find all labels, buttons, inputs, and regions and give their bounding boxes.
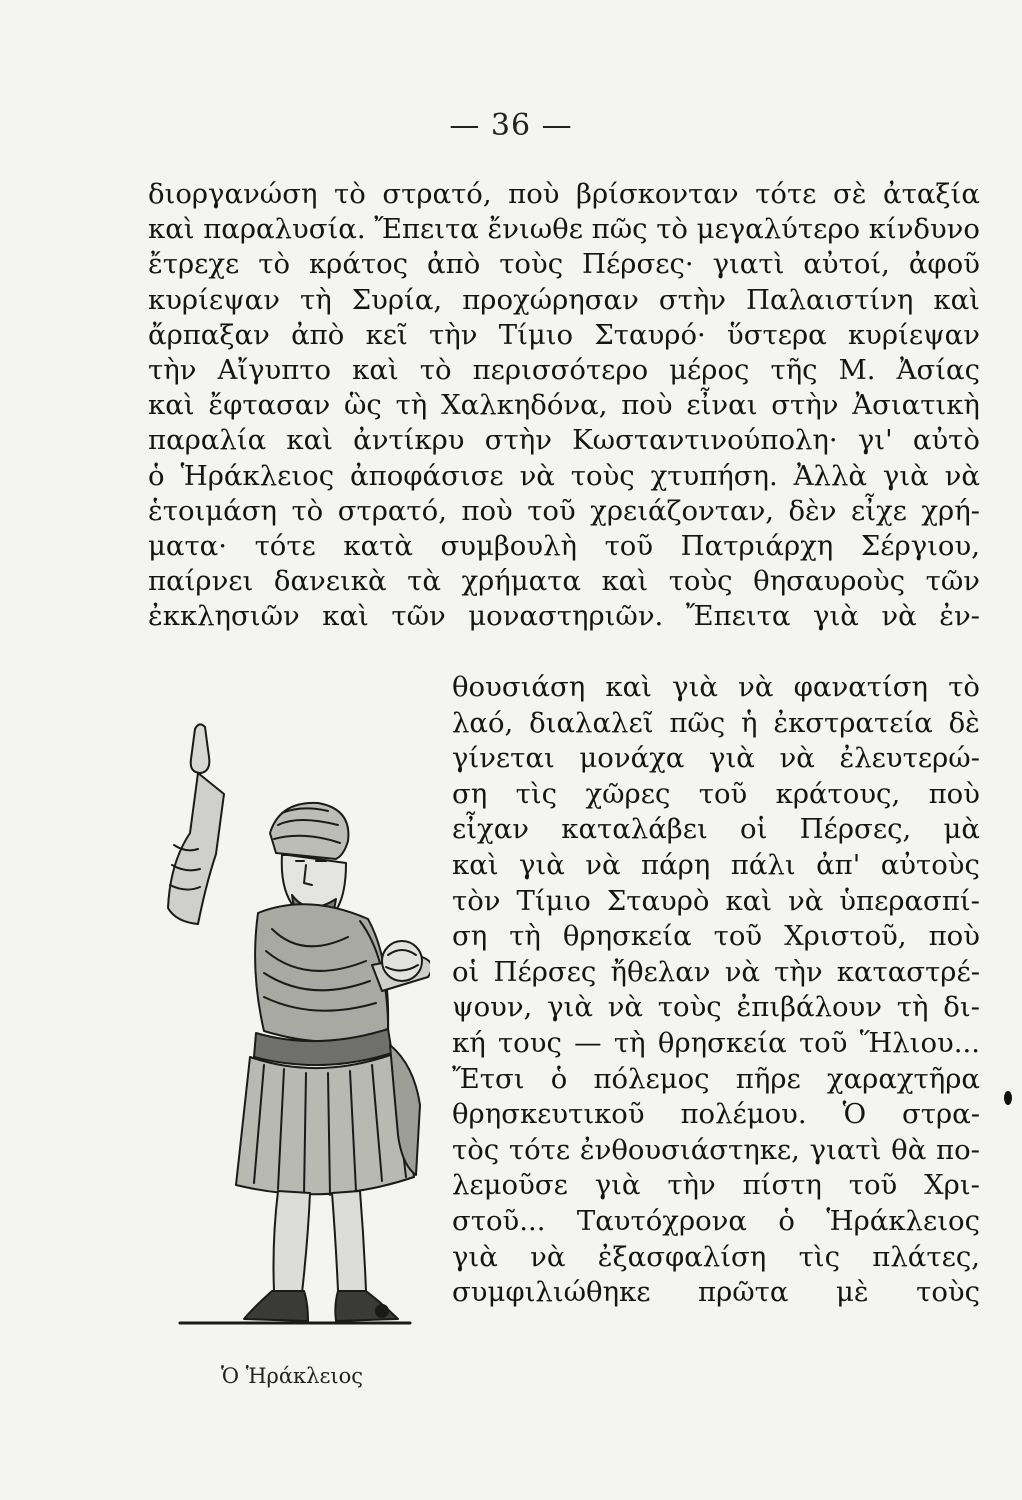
text-line: κυρίεψαν τὴ Συρία, προχώρησαν στὴν Παλαιστίνη καὶ [148, 283, 980, 316]
text-line: ὁ Ἡράκλειος ἀποφάσισε νὰ τοὺς χτυπήση. Ἀλλὰ γιὰ νὰ [148, 459, 980, 492]
text-line: στοῦ... Ταυτόχρονα ὁ Ἡράκλειος [452, 1205, 980, 1237]
text-line: εἶχαν καταλάβει οἱ Πέρσες, μὰ [452, 813, 980, 846]
text-line: τὸν Τίμιο Σταυρὸ καὶ νὰ ὑπερασπί- [452, 884, 980, 917]
text-line: λεμοῦσε γιὰ τὴν πίστη τοῦ Χρι- [452, 1169, 980, 1202]
text-line: Ἔτσι ὁ πόλεμος πῆρε χαραχτῆρα [452, 1062, 980, 1095]
text-line: λαό, διαλαλεῖ πῶς ἡ ἐκστρατεία δὲ [452, 706, 980, 739]
text-line: ἑτοιμάση τὸ στρατό, ποὺ τοῦ χρειάζονταν, δὲν εἶχε χρή- [148, 494, 980, 527]
text-line: ἐκκλησιῶν καὶ τῶν μοναστηριῶν. Ἔπειτα γιὰ νὰ ἐν- [148, 600, 980, 633]
text-line: γίνεται μονάχα γιὰ νὰ ἐλευτερώ- [452, 742, 980, 775]
text-line: κή τους — τὴ θρησκεία τοῦ Ἥλιου... [452, 1027, 980, 1059]
text-line: καὶ ἔφτασαν ὣς τὴ Χαλκηδόνα, ποὺ εἶναι στὴν Ἀσιατικὴ [148, 389, 980, 422]
text-line: καὶ γιὰ νὰ πάρη πάλι ἀπ' αὐτοὺς [452, 849, 980, 881]
text-line: τὴν Αἴγυπτο καὶ τὸ περισσότερο μέρος τῆς Μ. Ἀσίας [148, 354, 980, 386]
text-line: θουσιάση καὶ γιὰ νὰ φανατίση τὸ [452, 671, 980, 703]
text-line: συμφιλιώθηκε πρῶτα μὲ τοὺς [452, 1276, 980, 1309]
text-line: ση τὶς χῶρες τοῦ κράτους, ποὺ [452, 777, 980, 810]
text-line: ση τὴ θρησκεία τοῦ Χριστοῦ, ποὺ [452, 920, 980, 953]
ink-speck [1004, 1091, 1012, 1105]
text-line: παίρνει δανεικὰ τὰ χρήματα καὶ τοὺς θησαυροὺς τῶν [148, 565, 980, 598]
text-line: ἔτρεχε τὸ κράτος ἀπὸ τοὺς Πέρσες· γιατὶ αὐτοί, ἀφοῦ [148, 248, 980, 281]
text-line: ψουν, γιὰ νὰ τοὺς ἐπιβάλουν τὴ δι- [452, 991, 980, 1024]
figure-caption: Ὁ Ἡράκλειος [220, 1364, 364, 1388]
text-line: θρησκευτικοῦ πολέμου. Ὁ στρα- [452, 1098, 980, 1131]
text-line: διοργανώση τὸ στρατό, ποὺ βρίσκονταν τότε σὲ ἀταξία [148, 178, 980, 210]
text-line: ἄρπαξαν ἀπὸ κεῖ τὴν Τίμιο Σταυρό· ὕστερα κυρίεψαν [148, 318, 980, 351]
heraclius-figure [160, 715, 430, 1345]
text-line: γιὰ νὰ ἐξασφαλίση τὶς πλάτες, [452, 1240, 980, 1273]
text-line: τὸς τότε ἐνθουσιάστηκε, γιατὶ θὰ πο- [452, 1133, 980, 1166]
text-line: οἱ Πέρσες ἤθελαν νὰ τὴν καταστρέ- [452, 955, 980, 988]
page-number: — 36 — [449, 108, 573, 143]
text-line: παραλία καὶ ἀντίκρυ στὴν Κωσταντινούπολη· γι' αὐτὸ [148, 424, 980, 457]
text-line: ματα· τότε κατὰ συμβουλὴ τοῦ Πατριάρχη Σέργιου, [148, 530, 980, 562]
heraclius-engraving-icon [160, 715, 430, 1345]
text-line: καὶ παραλυσία. Ἔπειτα ἔνιωθε πῶς τὸ μεγαλύτερο κίνδυνο [148, 213, 980, 246]
